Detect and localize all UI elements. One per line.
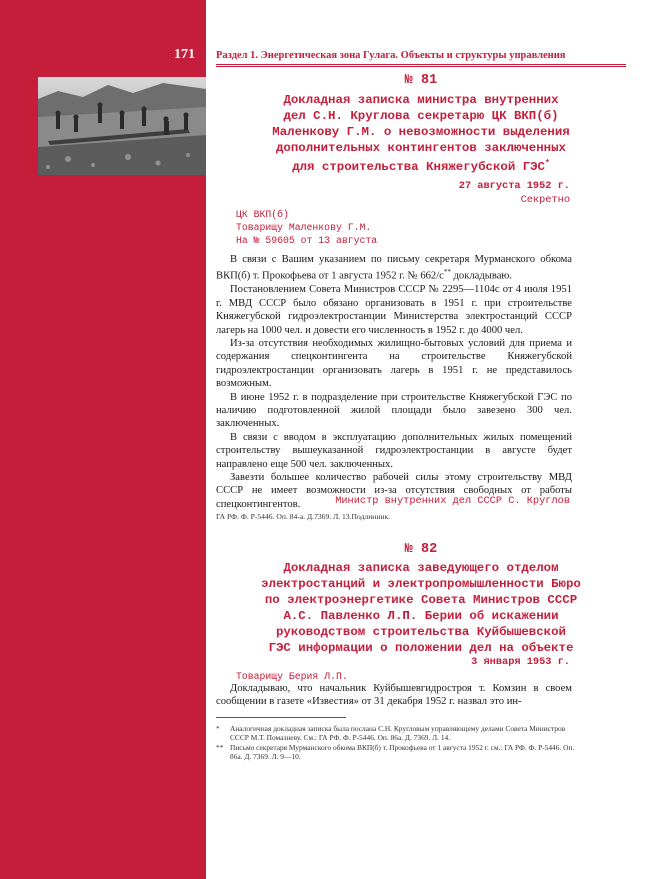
doc81-title-line: для строительства Княжегубской ГЭС [292,160,545,175]
address-line: ЦК ВКП(б) [236,209,289,220]
paragraph: Завезти большее количество рабочей силы этому строительству МВД СССР не имеет возможности из-за отсутствия свободных от работы спецконтингентов. [216,472,572,510]
doc82-title-line: электростанций и электропромышленности Бюро [261,577,581,591]
footnote-text: Письмо секретаря Мурманского обкома ВКП(б) т. Прокофьева от 1 августа 1952 г. см.: ГА РФ. Ф. Р-5446. Оп. 86а. Д. 7369. Л. 9—10. [230,743,575,762]
doc81-source: ГА РФ. Ф. Р-5446. Оп. 84-а. Д.7369. Л. 13.Подлинник. [216,512,391,521]
doc82-title-line: Докладная записка заведующего отделом [283,561,559,575]
doc81-body [216,253,572,511]
doc81-address [236,208,377,247]
doc81-title-line: Докладная записка министра внутренних [283,93,559,107]
footnote-ref: ** [443,268,451,277]
doc81-date: 27 августа 1952 г. [458,180,570,192]
paragraph: В июне 1952 г. в подразделение при строительстве Княжегубской ГЭС по наличию подготовленной жилой площади было завезено 300 чел. заключенных. [216,391,572,430]
doc81-title-line: Маленкову Г.М. о невозможности выделения [272,125,570,139]
paragraph: В связи с Вашим указанием по письму секретаря Мурманского обкома ВКП(б) т. Прокофьева от 1 августа 1952 г. № 662/с** докладываю. [216,254,572,282]
section-header: Раздел 1. Энергетическая зона Гулага. Объекты и структуры управления [216,50,566,61]
doc82-title-line: по электроэнергетике Совета Министров СССР [264,593,578,607]
footnote-mark: ** [216,743,224,752]
footnote-ref: * [545,159,550,168]
paragraph: Докладываю, что начальник Куйбышевгидростроя т. Комзин в своем сообщении в газете «Известия» от 31 декабря 1952 г. назвал это ин- [216,683,572,708]
paragraph: Из-за отсутствия необходимых жилищно-бытовых условий для приема и содержания спецконтингента на строительстве Княжегубской гидроэлектростанции организовать лагерь в 1951 г. не представилось возможным. [216,337,572,390]
footnote-mark: * [216,724,220,733]
doc81-title-line: дел С.Н. Круглова секретарю ЦК ВКП(б) [283,109,559,123]
footnote-text: Аналогичная докладная записка была послана С.Н. Кругловым управляющему делами Совета Министров СССР М.Т. Помазневу. См.: ГА РФ. Ф. Р-5446. Оп. 86а. Д. 7369. Л. 14. [230,724,566,743]
doc82-title-line: А.С. Павленко Л.П. Берии об искажении [283,609,559,623]
paragraph: Постановлением Совета Министров СССР № 2295—1104с от 4 июля 1951 г. МВД СССР было обязано организовать в 1951 г. при строительстве Княжегубской гидроэлектростанции Министерства электростанций СССР лагерь на 1000 чел. и довести его численность в 1952 г. до 4000 чел. [216,284,572,336]
doc82-date: 3 января 1953 г. [471,656,570,668]
doc82-address: Товарищу Берия Л.П. [236,671,348,682]
paragraph: В связи с вводом в эксплуатацию дополнительных жилых помещений строительству вышеуказанной гидроэлектростанции в августе будет направлено еще 500 чел. заключенных. [216,431,572,470]
archival-photo-laborers [38,77,206,175]
doc82-title-line: ГЭС информации о положении дел на объекте [268,641,574,655]
header-rule [216,64,626,65]
doc81-title-line: дополнительных контингентов заключенных [276,141,566,155]
doc81-title [216,92,626,175]
doc82-body [216,682,572,709]
footnote-rule [216,717,346,718]
doc82-title [216,560,626,656]
doc81-number: № 81 [404,73,438,88]
address-line: Товарищу Маленкову Г.М. [236,222,372,233]
footnote [216,743,576,762]
doc81-signature: Министр внутренних дел СССР С. Круглов [335,495,570,507]
page-number: 171 [174,47,195,62]
doc82-title-line: руководством строительства Куйбышевской [276,625,566,639]
footnote [216,724,576,743]
doc82-number: № 82 [404,542,438,557]
doc81-classification: Секретно [520,194,570,206]
header-rule-double [216,66,626,67]
address-line: На № 59605 от 13 августа [236,235,378,246]
